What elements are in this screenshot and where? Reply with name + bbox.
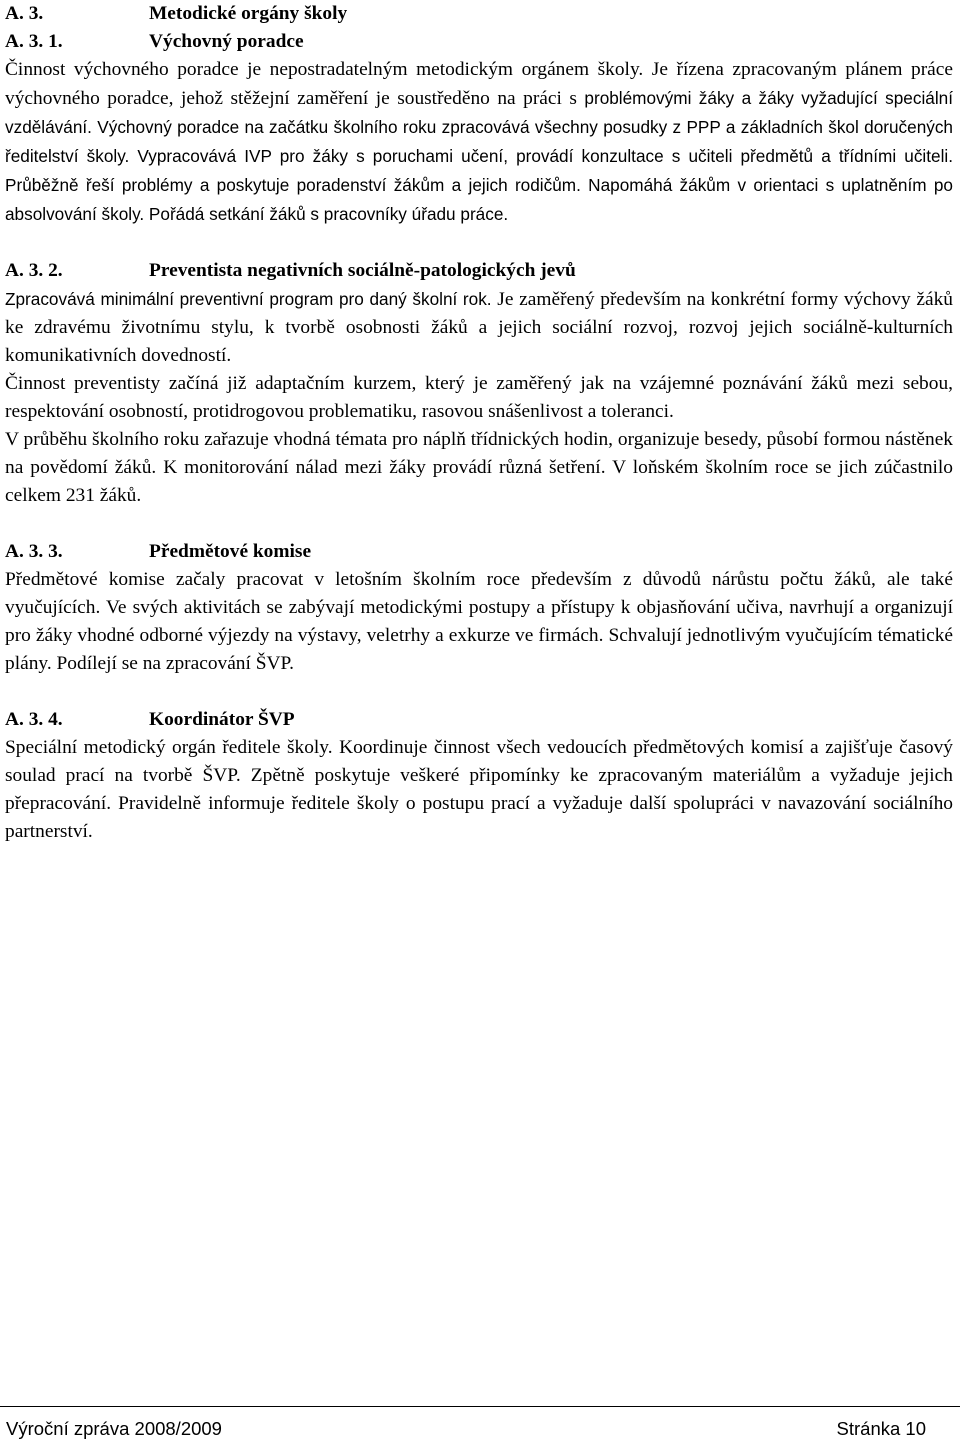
section-spacer bbox=[5, 510, 953, 538]
section-number: A. 3. 4. bbox=[5, 709, 63, 730]
section-heading-a32 bbox=[5, 257, 953, 285]
paragraph-koordinator-svp: Speciální metodický orgán ředitele školy. Koordinuje činnost všech vedoucích předmětových komisí a zajišťuje časový soulad prací na tvorbě ŠVP. Zpětně poskytuje veškeré připomínky ke zpracovaným materiálům a vyžaduje jejich přepracování. Pravidelně informuje ředitele školy o postupu prací a vyžaduje další spolupráci v navazování sociálního partnerství. bbox=[5, 737, 953, 842]
page-footer bbox=[0, 1406, 960, 1446]
footer-page-number: Stránka 10 bbox=[836, 1418, 926, 1439]
section-title: Výchovný poradce bbox=[149, 31, 304, 52]
paragraph-text: Činnost výchovného poradce je nepostradatelným metodickým orgánem školy. Je řízena zpracovaným plánem práce výchovného poradce, jehož stěžejní zaměření je soustředěno na práci s bbox=[5, 59, 953, 109]
paragraph-preventista-1 bbox=[5, 285, 953, 370]
paragraph-preventista-3: V průběhu školního roku zařazuje vhodná témata pro náplň třídnických hodin, organizuje besedy, působí formou nástěnek na povědomí žáků. K monitorování nálad mezi žáky provádí různá šetření. V loňském školním roce se jich zúčastnilo celkem 231 žáků. bbox=[5, 429, 953, 506]
section-heading-a34 bbox=[5, 706, 953, 734]
paragraph-text-sans: problémovými žáky a žáky vyžadující speciální vzdělávání. Výchovný poradce na začátku školního roku zpracovává všechny posudky z PPP a základních škol doručených ředitelství školy. Vypracovává IVP pro žáky s poruchami učení, provádí konzultace s učiteli předmětů a třídními učiteli. Průběžně řeší problémy a poskytuje poradenství žákům a jejich rodičům. Napomáhá žákům v orientaci s uplatněním po absolvování školy. Pořádá setkání žáků s pracovníky úřadu práce. bbox=[5, 88, 953, 224]
footer-report-title: Výroční zpráva 2008/2009 bbox=[6, 1418, 222, 1439]
paragraph-predmetove-komise: Předmětové komise začaly pracovat v letošním školním roce především z důvodů nárůstu počtu žáků, ale také vyučujících. Ve svých aktivitách se zabývají metodickými postupy a přístupy k objasňování učiva, navrhují a organizují pro žáky vhodné odborné výjezdy na výstavy, veletrhy a exkurze ve firmách. Schvalují jednotlivým vyučujícím tématické plány. Podílejí se na zpracování ŠVP. bbox=[5, 569, 953, 674]
section-title: Koordinátor ŠVP bbox=[149, 709, 295, 730]
document-body bbox=[5, 0, 953, 846]
section-number: A. 3. bbox=[5, 3, 44, 24]
section-number: A. 3. 2. bbox=[5, 260, 63, 281]
section-number: A. 3. 3. bbox=[5, 541, 63, 562]
paragraph-text-sans: Zpracovává minimální preventivní program pro daný školní rok. bbox=[5, 289, 492, 309]
section-title: Předmětové komise bbox=[149, 541, 312, 562]
section-spacer bbox=[5, 678, 953, 706]
section-number: A. 3. 1. bbox=[5, 31, 63, 52]
section-spacer bbox=[5, 229, 953, 257]
paragraph-text: Je zaměřený především na konkrétní formy výchovy žáků ke zdravému životnímu stylu, k tvorbě osobnosti žáků a jejich sociální rozvoj, rozvoj jejich sociálně-kulturních komunikativních dovedností. bbox=[5, 289, 953, 366]
section-title: Preventista negativních sociálně-patologických jevů bbox=[149, 260, 576, 281]
paragraph-vychovny-poradce bbox=[5, 56, 953, 229]
section-heading-a33 bbox=[5, 538, 953, 566]
section-title: Metodické orgány školy bbox=[149, 3, 348, 24]
section-heading-a3 bbox=[5, 0, 953, 28]
section-heading-a31 bbox=[5, 28, 953, 56]
paragraph-preventista-2: Činnost preventisty začíná již adaptačním kurzem, který je zaměřený jak na vzájemné poznávání žáků mezi sebou, respektování osobností, protidrogovou problematiku, rasovou snášenlivost a toleranci. bbox=[5, 373, 953, 422]
